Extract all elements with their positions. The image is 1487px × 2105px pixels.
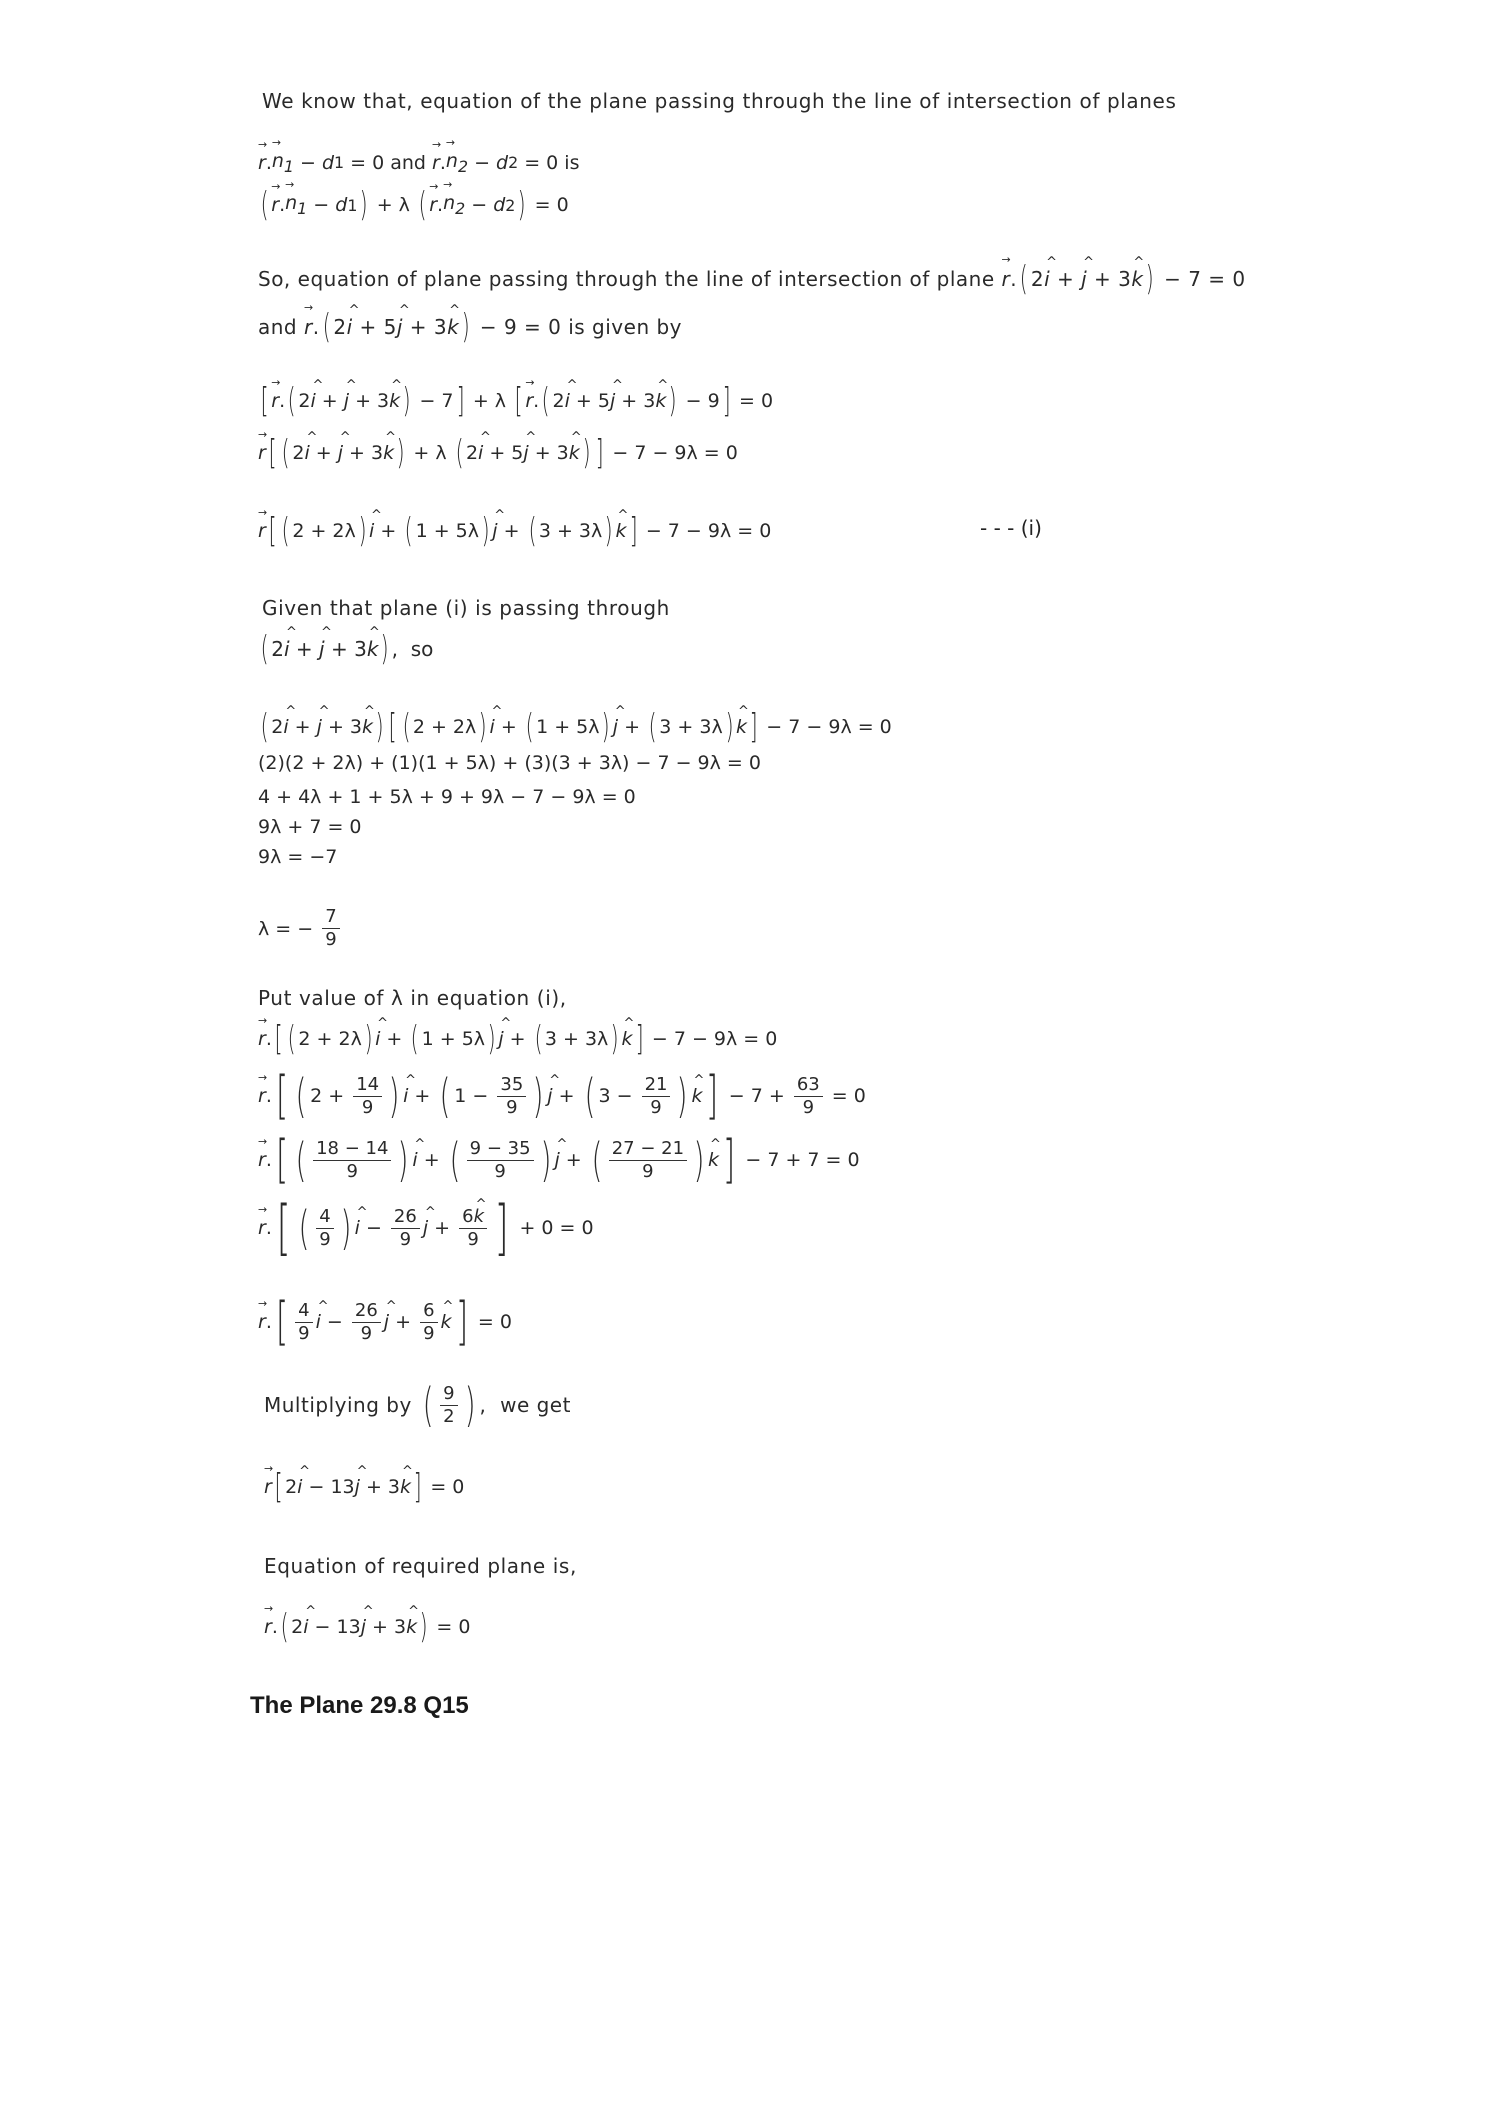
- substitution-1: ( 2 ^ i + ^ j + 3 ^ k ) [ ( 2 + 2λ ) ^ i + ( 1 + 5λ ) ^ j + ( 3 + 3λ ) ^ k ] − 7 − 9λ = 0: [258, 710, 892, 744]
- required-line: Equation of required plane is,: [264, 1554, 577, 1578]
- result-4: → r . [ ( $\frac{4}{9}$ ) ^ i − $\frac{26}{9}$ ^ j + $\frac{6\^{} k}{9}$ ] + 0 = 0: [258, 1198, 594, 1258]
- substitution-2: (2)(2 + 2λ) + (1)(1 + 5λ) + (3)(3 + 3λ) − 7 − 9λ = 0: [258, 752, 761, 774]
- final-equation: → r . ( 2 ^ i − 13 ^ j + 3 ^ k ) = 0: [264, 1610, 470, 1644]
- substitution-4: 9λ + 7 = 0: [258, 816, 362, 838]
- given-line: Given that plane (i) is passing through: [262, 596, 670, 620]
- step-2: → r [ ( 2 ^ i + ^ j + 3 ^ k ) + λ ( 2 ^ i + 5 ^ j + 3 ^ k ) ] − 7 − 9λ = 0: [258, 436, 738, 470]
- lambda-value: λ = − $\frac{7}{9}$: [258, 906, 343, 951]
- so-line: So, equation of plane passing through the line of intersection of plane → r . ( 2 ^ i + ^ j + 3 ^ k ) − 7 = 0: [258, 262, 1246, 296]
- intro-text: We know that, equation of the plane passing through the line of intersection of planes: [262, 89, 1177, 113]
- equation-label: - - - (i): [980, 516, 1042, 540]
- substitution-3: 4 + 4λ + 1 + 5λ + 9 + 9λ − 7 − 9λ = 0: [258, 786, 636, 808]
- general-equation-2: ( → r . → $n_1$ − d 1 ) + λ ( → r . → $n_2$ − d 2 ) = 0: [258, 188, 569, 222]
- result-6: → r [ 2 ^ i − 13 ^ j + 3 ^ k ] = 0: [264, 1470, 464, 1504]
- and-line: and → r . ( 2 ^ i + 5 ^ j + 3 ^ k ) − 9 = 0 is given by: [258, 310, 682, 344]
- put-line: Put value of λ in equation (i),: [258, 986, 567, 1010]
- general-equation-1: → r . → $n_1$ − d 1 = 0 and → r . → $n_2$ − d 2 = 0 is: [258, 150, 579, 176]
- result-3: → r . [ ( $\frac{18 - 14}{9}$ ) ^ i + ( $\frac{9 - 35}{9}$ ) ^ j + ( $\frac{27 - 21}{9}$ ) ^ k ] − 7 + 7 = 0: [258, 1134, 860, 1186]
- point-line: ( 2 ^ i + ^ j + 3 ^ k ) , so: [258, 632, 433, 666]
- result-5: → r . [ $\frac{4}{9}$ ^ i − $\frac{26}{9}$ ^ j + $\frac{6}{9}$ ^ k ] = 0: [258, 1296, 512, 1348]
- section-heading: The Plane 29.8 Q15: [250, 1692, 469, 1719]
- result-2: → r . [ ( 2 + $\frac{14}{9}$ ) ^ i + ( 1 − $\frac{35}{9}$ ) ^ j + ( 3 − $\frac{21}{9}$ ) ^ k ] − 7 + $\frac{63}{9}$ = 0: [258, 1070, 866, 1122]
- multiplying-line: Multiplying by ( $\frac{9}{2}$ ) , we get: [264, 1378, 571, 1432]
- step-3: → r [ ( 2 + 2λ ) ^ i + ( 1 + 5λ ) ^ j + ( 3 + 3λ ) ^ k ] − 7 − 9λ = 0: [258, 514, 771, 548]
- substitution-5: 9λ = −7: [258, 846, 338, 868]
- result-1: → r . [ ( 2 + 2λ ) ^ i + ( 1 + 5λ ) ^ j + ( 3 + 3λ ) ^ k ] − 7 − 9λ = 0: [258, 1022, 777, 1056]
- step-1: [ → r . ( 2 ^ i + ^ j + 3 ^ k ) − 7 ] + λ [ → r . ( 2 ^ i + 5 ^ j + 3 ^ k ) − 9 ] = 0: [258, 384, 773, 418]
